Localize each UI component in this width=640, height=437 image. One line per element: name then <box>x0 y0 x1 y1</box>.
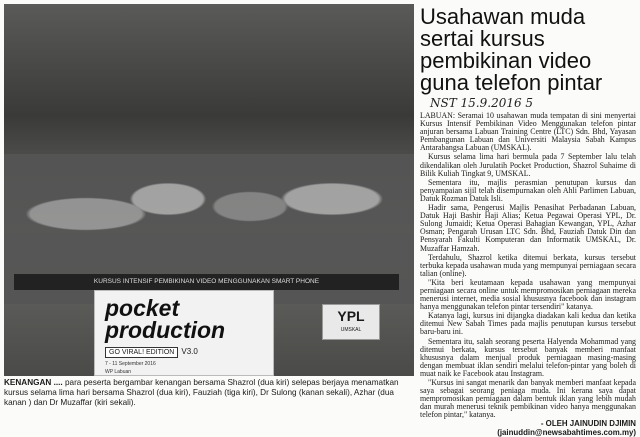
caption-lead: KENANGAN .... <box>4 378 63 387</box>
poster-venue: WP Labuan <box>105 369 132 375</box>
caption-text: para peserta bergambar kenangan bersama Shazrol (dua kiri) selepas berjaya menamatkan kursus selama lima hari bersama Shazrol (dua kiri), Fauziah (tiga kiri), Dr Sulong (kanan sekali), Azhar (dua kanan ) dan Dr Muzaffar (kiri sekali). <box>4 378 399 407</box>
byline: - OLEH JAINUDIN DJIMIN (jainuddin@newsabahtimes.com.my) <box>497 419 636 437</box>
sponsor-logo <box>322 304 380 340</box>
paragraph: Katanya lagi, kursus ini dijangka diadakan kali kedua dan ketika ditemui New Sabah Times pada majlis penutupan kursus tersebut baru-baru ini. <box>420 311 636 337</box>
sponsor-sub: UMSKAL <box>340 327 362 333</box>
paragraph: Terdahulu, Shazrol ketika ditemui berkata, kursus tersebut terbuka kepada usahawan muda yang mempunyai perniagaan secara talian (online). <box>420 252 636 278</box>
photo-banner: KURSUS INTENSIF PEMBIKINAN VIDEO MENGGUNAKAN SMART PHONE <box>14 274 399 290</box>
poster-brand-line1: pocket <box>105 295 180 321</box>
article-body <box>420 111 636 437</box>
paragraph: Sementara itu, majlis perasmian penutupan kursus dan penyampaian sijil telah disempurnakan oleh Ahli Parlimen Labuan, Datuk Rozman Datuk Isli. <box>420 177 636 203</box>
poster-date: 7 - 11 September 2016 <box>105 361 156 367</box>
paragraph: Sementara itu, salah seorang peserta Halyenda Mohammad yang ditemui berkata, kursus tersebut banyak memberi manfaat khususnya dalam menjual produk perniagaan masing-masing dengan membuat iklan sendiri melalui telefon-pintar yang boleh di muat naik ke Facebook atau Instagram. <box>420 336 636 378</box>
paragraph: LABUAN: Seramai 10 usahawan muda tempatan di sini menyertai Kursus Intensif Pembikinan Video Menggunakan telefon pintar anjuran bersama Labuan Training Centre (LTC) Sdn. Bhd, Yayasan Pembangunan Labuan dan Universiti Malaysia Sabah Kampus Antarabangsa Labuan (UMSKAL). <box>420 111 636 153</box>
poster-tag: GO VIRAL! EDITION <box>105 347 178 358</box>
paragraph: "Kita beri keutamaan kepada usahawan yang mempunyai perniagaan secara online untuk mempromosikan perniagaan mereka menerusi internet, media sosial khususnya facebook dan instagram hanya menggunakan telefon pintar tersendiri" katanya. <box>420 277 636 312</box>
poster-brand-line2: production <box>105 317 226 343</box>
poster-version: V3.0 <box>181 347 198 356</box>
paragraph: Hadir sama, Pengerusi Majlis Penasihat Perbadanan Labuan, Datuk Haji Bashir Haji Alias; Ketua Pegawai Operasi YPL, Dr. Sulong Jumaidi; Ketua Operasi Bahagian Kewangan, YPL, Azhar Osman; Pengarah Urusan LTC Sdn. Bhd, Fauziah Datuk Din dan Pensyarah Fakulti Komputeran dan Informatik UMSKAL, Dr. Muzaffar Hamzah. <box>420 203 636 253</box>
article-headline: Usahawan muda sertai kursus pembikinan video guna telefon pintar <box>420 4 603 95</box>
news-photo <box>4 4 414 376</box>
pocket-production-poster <box>94 290 274 376</box>
sponsor-name: YPL <box>337 308 365 324</box>
paragraph: "Kursus ini sangat menarik dan banyak memberi manfaat kepada saya sebagai seorang peniaga muda. Ini kerana saya dapat mempromosikan perniagaan dalam bentuk iklan yang lebih mudah dan murah menerusi teknik pembikinan video hanya menggunakan telefon pintar," katanya. <box>420 378 636 420</box>
handwritten-note: NST 15.9.2016 5 <box>430 96 534 110</box>
photo-caption <box>4 378 414 408</box>
paragraph: Kursus selama lima hari bermula pada 7 September lalu telah dikendalikan oleh Jurulatih Pocket Production, Shazrol Suhaime di Bilik Kuliah Tingkat 9, UMSKAL. <box>420 152 636 178</box>
